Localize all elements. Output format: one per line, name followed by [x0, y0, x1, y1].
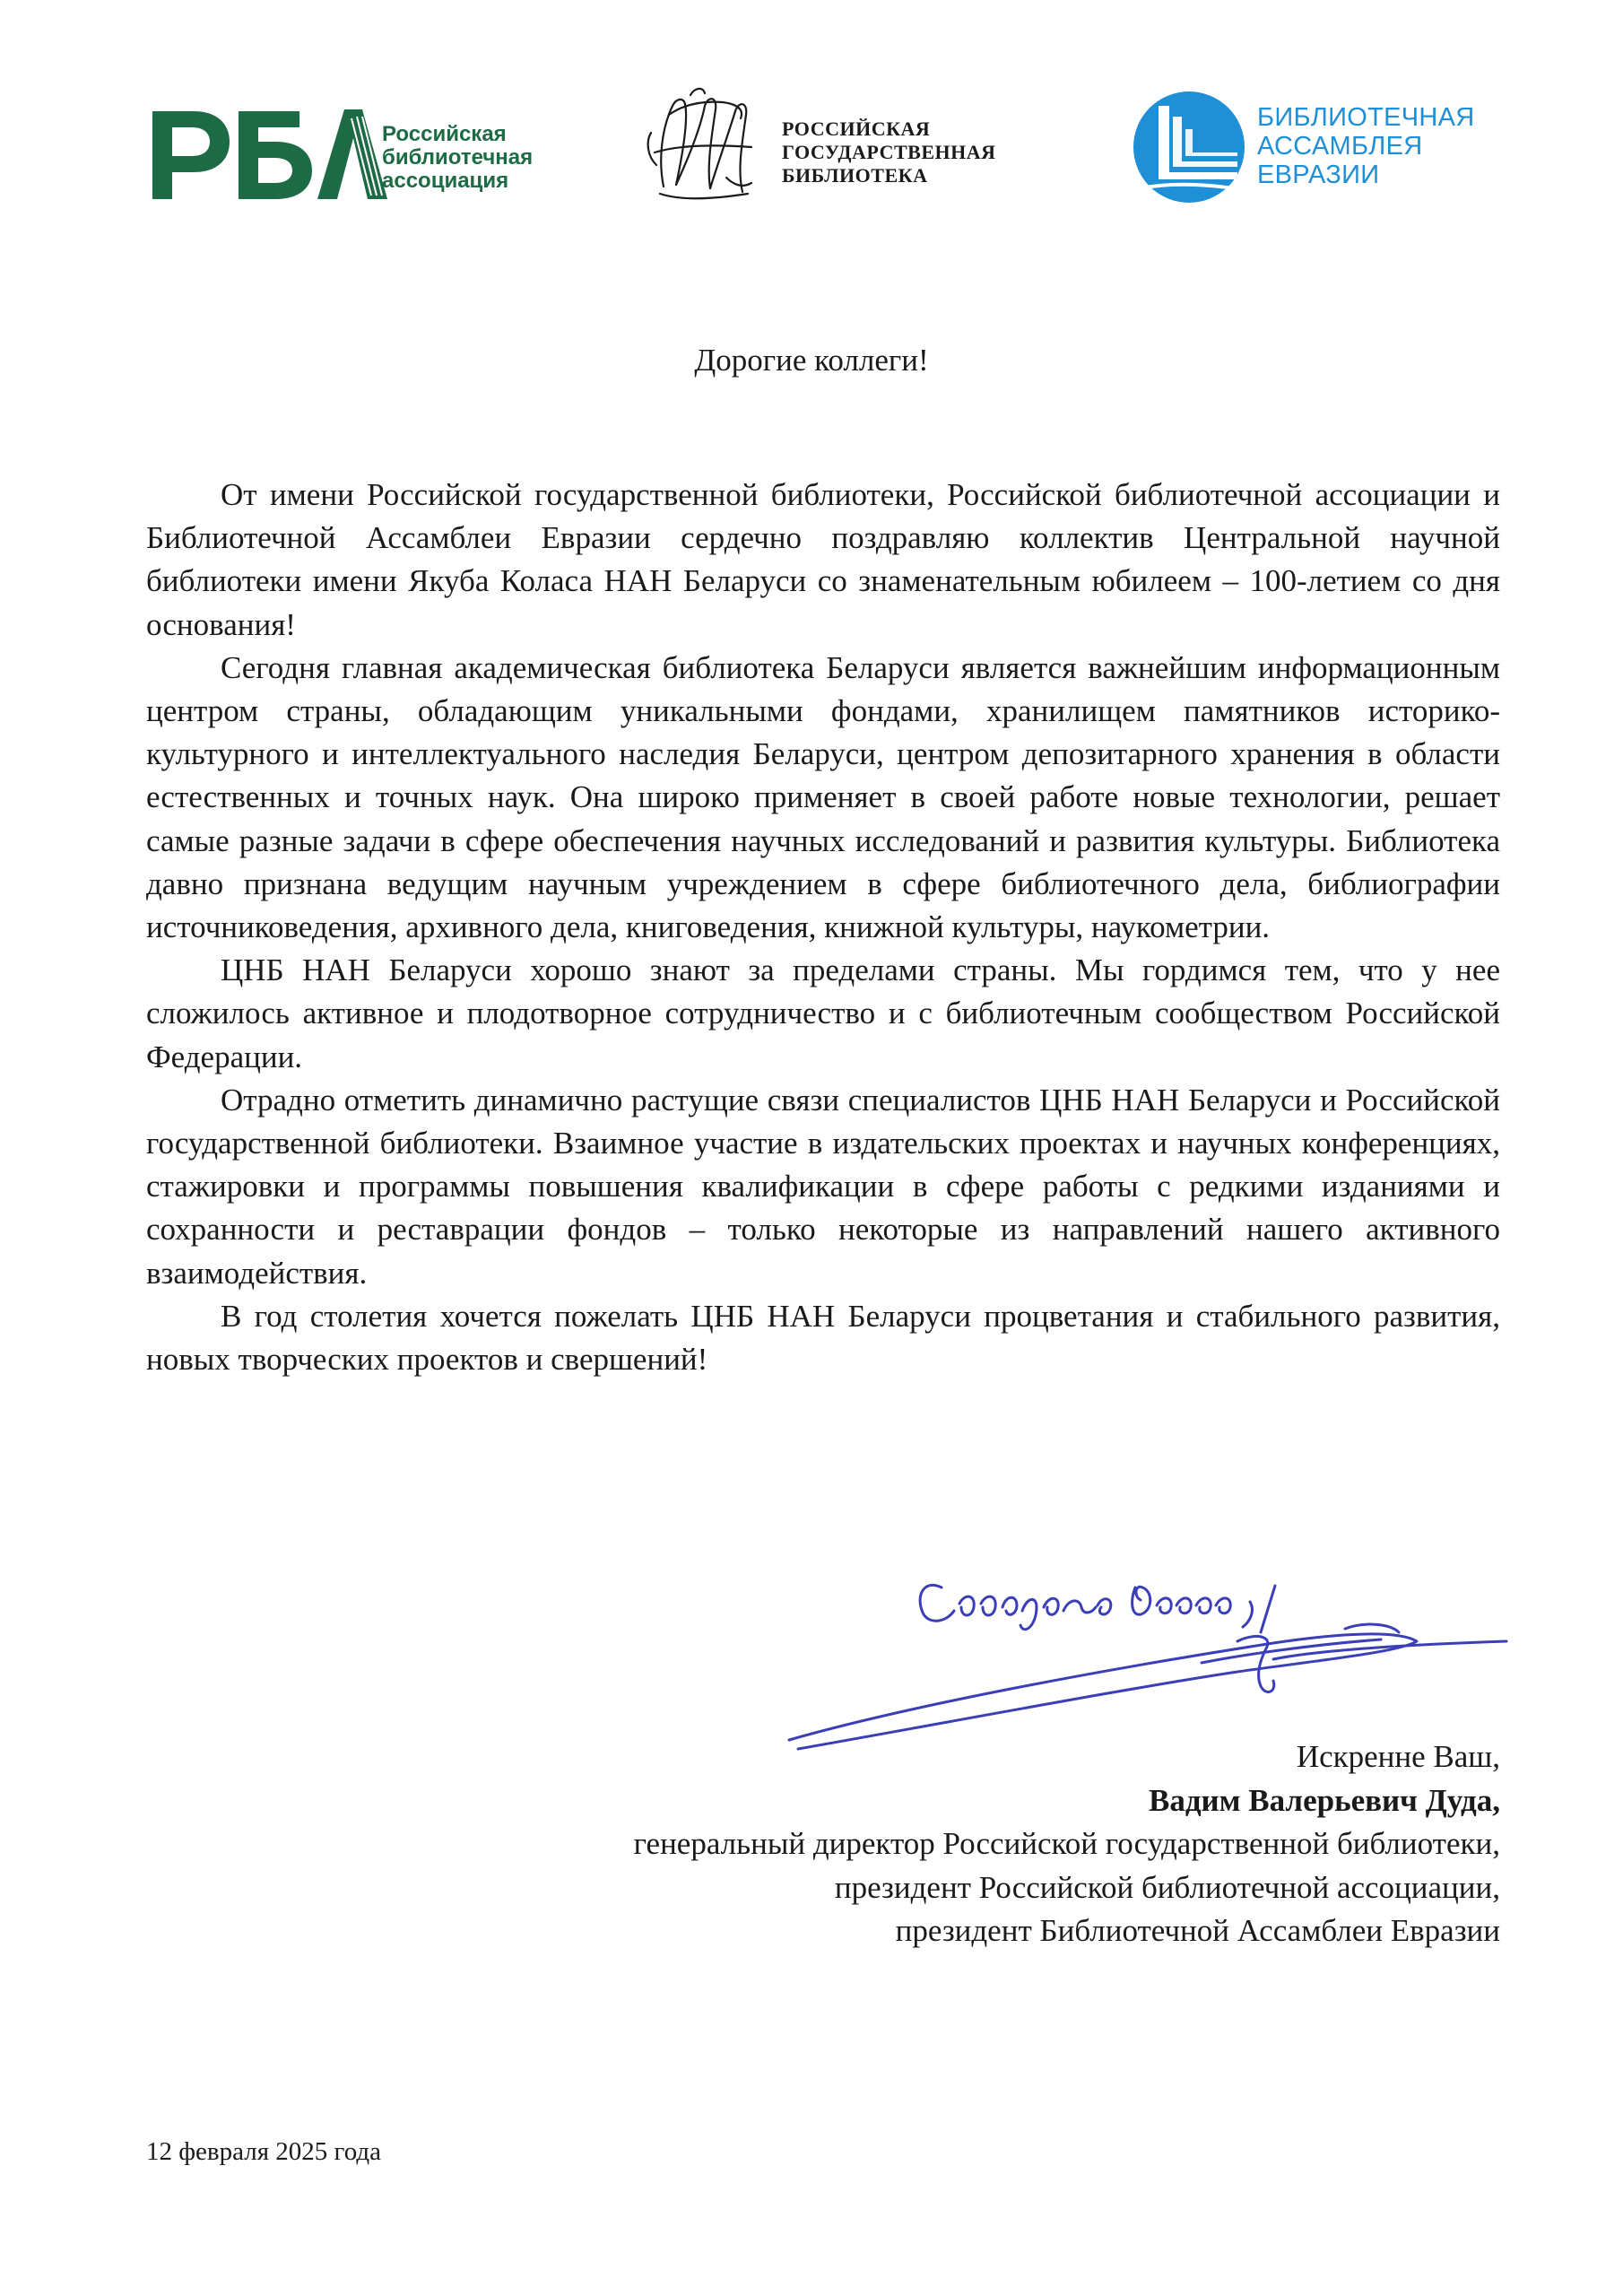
signatory-title: президент Библиотечной Ассамблеи Евразии	[895, 1913, 1500, 1948]
bae-logo-line: ЕВРАЗИИ	[1257, 161, 1380, 189]
bae-logo	[1132, 90, 1490, 206]
letter-paragraph: От имени Российской государственной библиотеки, Российской библиотечной ассоциации и Библиотечной Ассамблеи Евразии сердечно поздравляю коллектив Центральной научной библиотеки имени Якуба Коласа НАН Беларуси со знаменательным юбилеем – 100-летием со дня основания!	[146, 477, 1500, 642]
bae-logo-line: АССАМБЛЕЯ	[1257, 132, 1423, 161]
letter-body	[146, 474, 1500, 1381]
letter-date: 12 февраля 2025 года	[146, 2137, 382, 2166]
rba-logo-line: библиотечная	[382, 145, 534, 170]
letter-greeting: Дорогие коллеги!	[694, 343, 929, 378]
rgb-logo-text	[782, 117, 996, 187]
rba-logo	[152, 106, 565, 204]
rgb-monogram-icon	[637, 79, 771, 213]
letter-paragraph: В год столетия хочется пожелать ЦНБ НАН Беларуси процветания и стабильного развития, новых творческих проектов и свершений!	[146, 1298, 1500, 1378]
signatory-title: президент Российской библиотечной ассоциации,	[834, 1869, 1500, 1905]
letter-paragraph: ЦНБ НАН Беларуси хорошо знают за пределами страны. Мы гордимся тем, что у нее сложилось активное и плодотворное сотрудничество и с библиотечным сообществом Российской Федерации.	[146, 952, 1500, 1074]
rgb-logo-line: ГОСУДАРСТВЕННАЯ	[782, 141, 996, 163]
bae-globe-book-icon	[1132, 90, 1246, 204]
signatory-title: генеральный директор Российской государственной библиотеки,	[633, 1826, 1500, 1861]
bae-logo-text	[1257, 103, 1475, 189]
rgb-logo-line: РОССИЙСКАЯ	[782, 117, 931, 140]
closing-phrase: Искренне Ваш,	[1296, 1739, 1500, 1774]
letter-paragraph: Отрадно отметить динамично растущие связи специалистов ЦНБ НАН Беларуси и Российской государственной библиотеки. Взаимное участие в издательских проектах и научных конференциях, стажировки и программы повышения квалификации в сфере работы с редкими изданиями и сохранности и реставрации фондов – только некоторые из направлений нашего активного взаимодействия.	[146, 1082, 1500, 1291]
rba-logo-mark	[152, 106, 387, 204]
rgb-logo	[637, 79, 1013, 213]
rba-logo-line: ассоциация	[382, 169, 509, 193]
rgb-logo-line: БИБЛИОТЕКА	[782, 164, 928, 187]
signatory-name: Вадим Валерьевич Дуда,	[1148, 1782, 1500, 1818]
bae-logo-line: БИБЛИОТЕЧНАЯ	[1257, 103, 1475, 132]
rba-logo-text	[382, 123, 533, 193]
rba-logo-line: Российская	[382, 122, 507, 146]
letter-paragraph: Сегодня главная академическая библиотека Беларуси является важнейшим информационным центром страны, обладающим уникальными фондами, хранилищем памятников историко-культурного и интеллектуального наследия Беларуси, центром депозитарного хранения в области естественных и точных наук. Она широко применяет в своей работе новые технологии, решает самые разные задачи в сфере обеспечения научных исследований и развития культуры. Библиотека давно признана ведущим научным учреждением в сфере библиотечного дела, библиографии источниковедения, архивного дела, книговедения, книжной культуры, наукометрии.	[146, 649, 1500, 945]
closing-block	[424, 1735, 1500, 1953]
